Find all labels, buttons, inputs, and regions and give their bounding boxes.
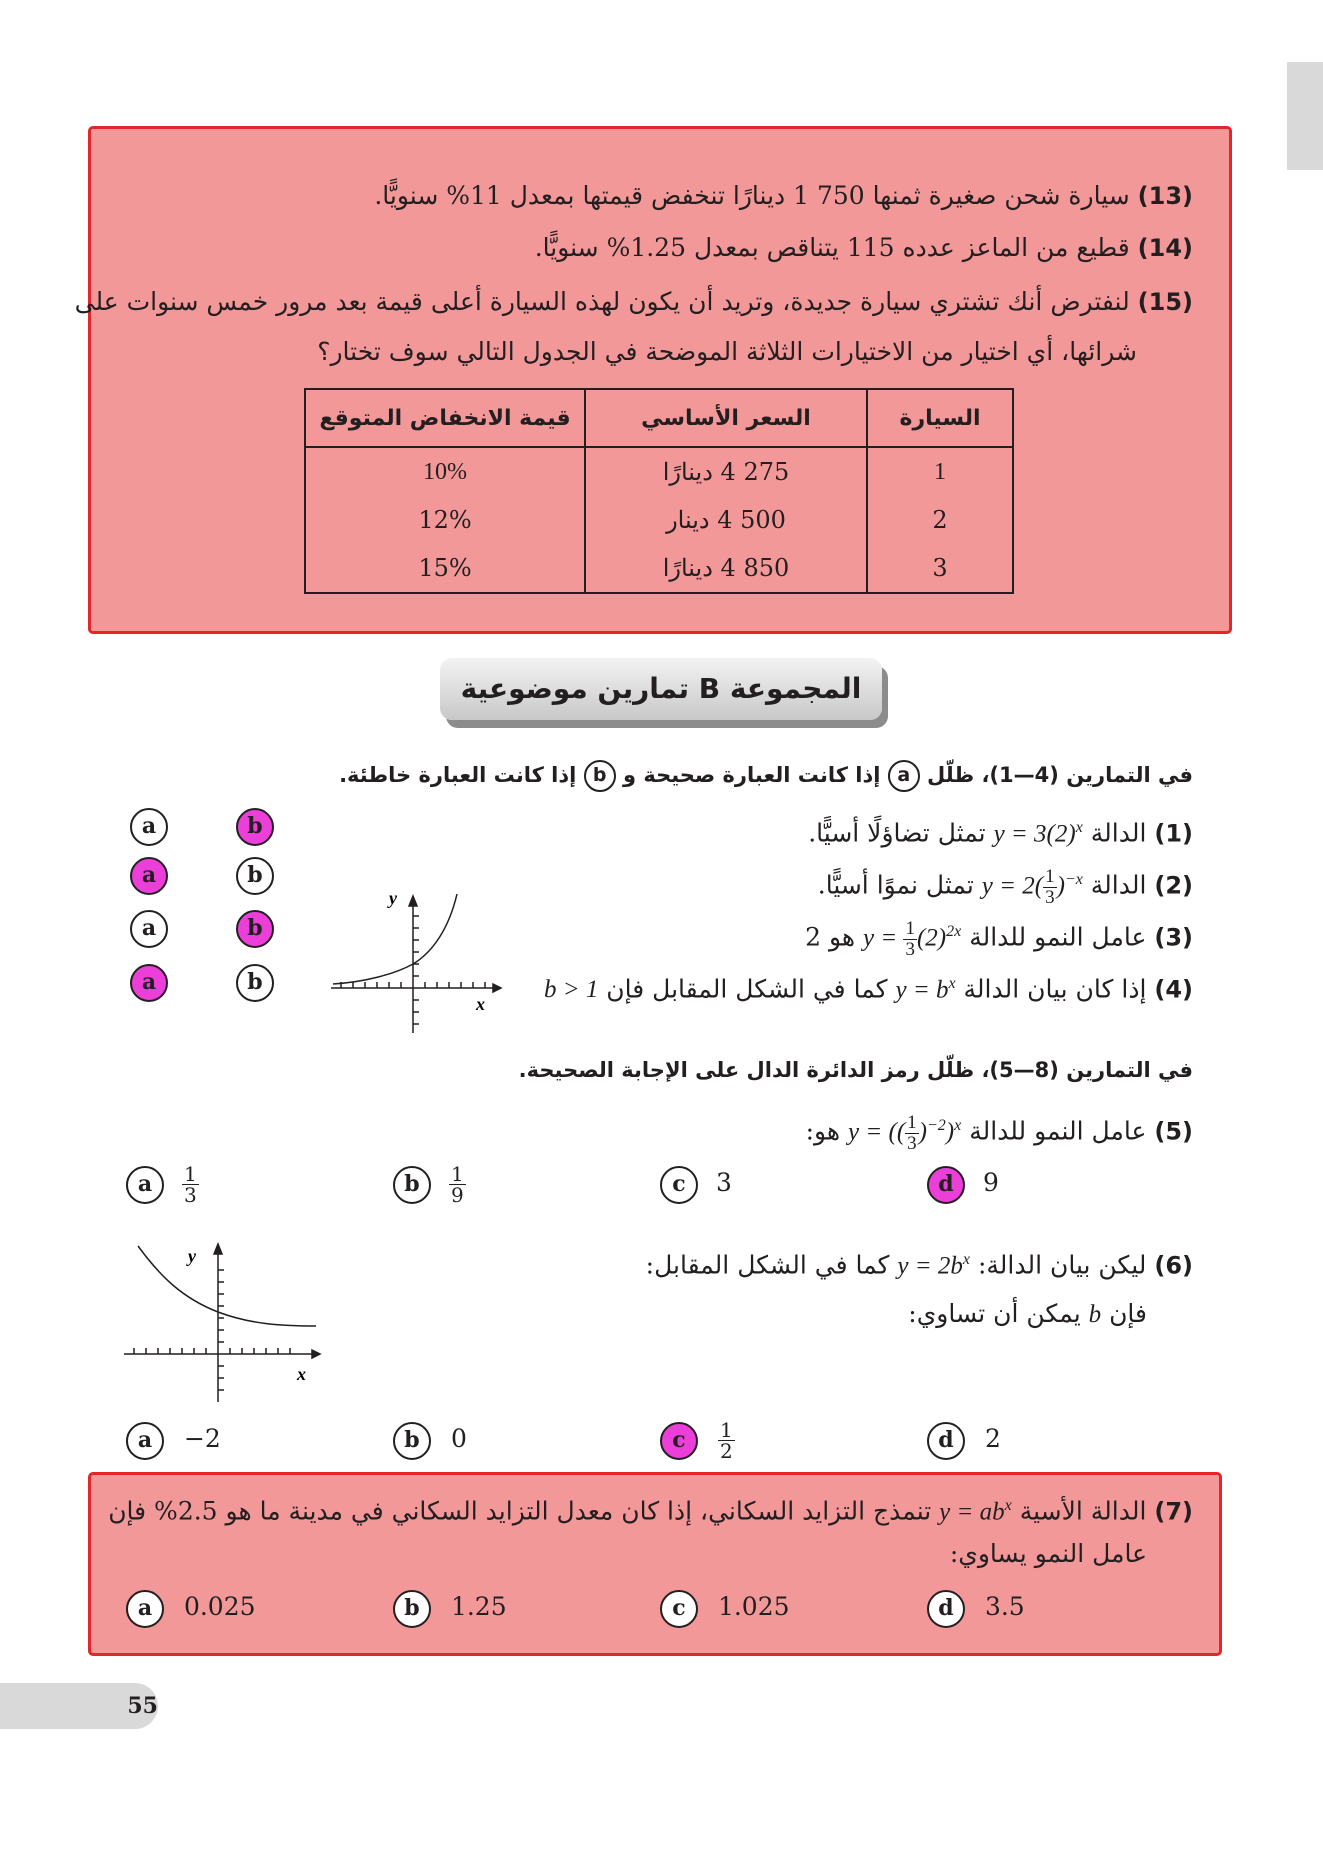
question-number: (13) bbox=[1137, 182, 1193, 210]
fraction-numerator: 1 bbox=[719, 1418, 733, 1442]
q6-option-c bbox=[660, 1420, 735, 1461]
fraction-denominator: 3 bbox=[1045, 887, 1055, 909]
section-banner: المجموعة B تمارين موضوعية bbox=[440, 658, 882, 720]
option-value: −2 bbox=[183, 1424, 221, 1453]
statement-number: (4) bbox=[1154, 975, 1193, 1004]
question-15-line2: شرائها، أي اختيار من الاختيارات الثلاثة الموضحة في الجدول التالي سوف تختار؟ bbox=[317, 337, 1137, 366]
instruction-text: إذا كانت العبارة خاطئة. bbox=[339, 763, 577, 787]
table-row bbox=[305, 496, 1013, 544]
fraction bbox=[718, 1420, 735, 1461]
table-cell: 275 4 دينارًا bbox=[585, 447, 867, 496]
question-text: ليكن بيان الدالة: bbox=[977, 1250, 1147, 1280]
fraction bbox=[182, 1164, 199, 1205]
question-number: (14) bbox=[1137, 234, 1193, 262]
option-value: 0.025 bbox=[183, 1592, 256, 1621]
instruction-text: في التمارين (4—1)، ظلّل bbox=[927, 763, 1193, 787]
q7-option-b bbox=[393, 1588, 507, 1628]
statement-text: كما في الشكل المقابل فإن bbox=[606, 974, 888, 1004]
fraction-numerator: 1 bbox=[907, 1112, 917, 1134]
circle-b-icon: b bbox=[584, 760, 616, 792]
statement-4 bbox=[544, 966, 1193, 1008]
math-expression bbox=[863, 914, 961, 960]
q7-option-c bbox=[660, 1588, 790, 1628]
table-header: السيارة bbox=[867, 389, 1013, 447]
fraction-denominator: 3 bbox=[907, 1133, 917, 1155]
x-axis-arrow-icon bbox=[493, 984, 501, 992]
math-expression bbox=[982, 862, 1083, 908]
math-exponent: x bbox=[1004, 1497, 1012, 1514]
math-exponent: 2x bbox=[946, 923, 962, 940]
question-number: (7) bbox=[1154, 1497, 1193, 1526]
question-text: قطيع من الماعز عدده 115 يتناقص بمعدل 1.25% سنويًّا. bbox=[534, 233, 1130, 262]
cars-table bbox=[304, 388, 1014, 594]
q5-option-b bbox=[393, 1164, 466, 1205]
math-exponent: −x bbox=[1064, 871, 1083, 888]
q5-option-c bbox=[660, 1164, 732, 1204]
question-text: فإن bbox=[1109, 1299, 1147, 1328]
answer-3-a[interactable]: a bbox=[130, 910, 168, 948]
answer-3-b[interactable]: b bbox=[236, 910, 274, 948]
question-5 bbox=[806, 1108, 1193, 1154]
decay-graph bbox=[120, 1236, 325, 1406]
question-number: (5) bbox=[1154, 1117, 1193, 1146]
math-exponent: x bbox=[948, 975, 956, 992]
option-value: 0 bbox=[450, 1424, 467, 1453]
question-13 bbox=[374, 178, 1193, 214]
q7-option-a bbox=[126, 1588, 256, 1628]
answer-1-b[interactable]: b bbox=[236, 808, 274, 846]
q6-option-d bbox=[927, 1420, 1001, 1460]
statement-number: (2) bbox=[1154, 871, 1193, 900]
math-text: ) bbox=[1056, 872, 1065, 900]
question-number: (15) bbox=[1137, 288, 1193, 316]
question-text-line1: لنفترض أنك تشتري سيارة جديدة، وتريد أن يكون لهذه السيارة أعلى قيمة بعد مرور خمس سنوات على bbox=[74, 287, 1130, 316]
table-cell: 3 bbox=[867, 544, 1013, 593]
option-circle[interactable]: b bbox=[393, 1422, 431, 1460]
y-axis-arrow-icon bbox=[409, 896, 417, 906]
option-value: 2 bbox=[984, 1424, 1001, 1453]
table-header-row bbox=[305, 389, 1013, 447]
statement-text: الدالة bbox=[1090, 818, 1147, 848]
option-value: 1.025 bbox=[717, 1592, 790, 1621]
statement-number: (1) bbox=[1154, 819, 1193, 848]
statement-number: (3) bbox=[1154, 923, 1193, 952]
option-value: 3 bbox=[715, 1168, 732, 1197]
statement-text: عامل النمو للدالة bbox=[969, 922, 1147, 952]
math-exponent: x bbox=[954, 1117, 962, 1134]
math-variable: b bbox=[1088, 1301, 1102, 1328]
option-circle[interactable]: c bbox=[660, 1422, 698, 1460]
math-text: y = (( bbox=[848, 1118, 906, 1146]
x-axis-label: x bbox=[297, 1364, 306, 1384]
page-edge-tab bbox=[1287, 62, 1323, 170]
answer-4-a[interactable]: a bbox=[130, 964, 168, 1002]
math-expression bbox=[896, 966, 956, 1008]
question-number: (6) bbox=[1154, 1251, 1193, 1280]
page-number-tab bbox=[0, 1683, 158, 1729]
fraction-numerator: 1 bbox=[905, 918, 915, 940]
page-number: 55 bbox=[127, 1693, 158, 1719]
statement-text: إذا كان بيان الدالة bbox=[963, 974, 1147, 1004]
question-text: سيارة شحن صغيرة ثمنها 750 1 دينارًا تنخفض قيمتها بمعدل 11% سنويًّا. bbox=[374, 181, 1130, 210]
math-text: y = 3(2) bbox=[993, 820, 1076, 848]
fraction-denominator: 3 bbox=[183, 1183, 197, 1207]
math-text: (2) bbox=[916, 924, 947, 952]
math-expression bbox=[994, 810, 1083, 852]
option-circle[interactable]: d bbox=[927, 1166, 965, 1204]
question-7-line2: عامل النمو يساوي: bbox=[949, 1539, 1147, 1568]
fraction bbox=[1043, 867, 1057, 908]
table-cell: 2 bbox=[867, 496, 1013, 544]
q5-option-d bbox=[927, 1164, 999, 1204]
question-text: كما في الشكل المقابل: bbox=[645, 1250, 890, 1280]
math-text: y = 2( bbox=[981, 872, 1044, 900]
math-text: ) bbox=[918, 1118, 927, 1146]
table-row bbox=[305, 544, 1013, 593]
option-value: 1.25 bbox=[450, 1592, 507, 1621]
fraction bbox=[903, 919, 917, 960]
fraction-denominator: 3 bbox=[905, 939, 915, 961]
statement-text: تمثل نموًا أسيًّا. bbox=[817, 870, 974, 900]
x-axis-arrow-icon bbox=[312, 1350, 320, 1358]
option-value: 9 bbox=[982, 1168, 999, 1197]
question-text: يمكن أن تساوي: bbox=[908, 1299, 1081, 1328]
growth-graph bbox=[325, 888, 505, 1038]
question-text: هو: bbox=[805, 1116, 841, 1146]
y-axis-arrow-icon bbox=[214, 1244, 222, 1254]
option-circle[interactable]: a bbox=[126, 1590, 164, 1628]
answer-4-b[interactable]: b bbox=[236, 964, 274, 1002]
math-exponent: x bbox=[1075, 819, 1083, 836]
option-circle[interactable]: c bbox=[660, 1590, 698, 1628]
math-text: y = 2b bbox=[897, 1252, 963, 1280]
math-text: y = bbox=[863, 924, 898, 952]
option-circle[interactable]: b bbox=[393, 1166, 431, 1204]
math-text: y = ab bbox=[939, 1498, 1005, 1526]
statement-3 bbox=[805, 914, 1193, 960]
statement-text: الدالة bbox=[1090, 870, 1147, 900]
table-header: قيمة الانخفاض المتوقع bbox=[305, 389, 585, 447]
option-circle[interactable]: d bbox=[927, 1590, 965, 1628]
answer-1-a[interactable]: a bbox=[130, 808, 168, 846]
fraction-denominator: 2 bbox=[719, 1439, 733, 1463]
option-circle[interactable]: a bbox=[126, 1422, 164, 1460]
question-6 bbox=[646, 1242, 1193, 1284]
fraction-denominator: 9 bbox=[450, 1183, 464, 1207]
table-cell: 12% bbox=[305, 496, 585, 544]
question-14 bbox=[535, 230, 1193, 266]
math-exponent: −2 bbox=[927, 1117, 946, 1134]
table-row bbox=[305, 447, 1013, 496]
section1-instruction bbox=[339, 760, 1193, 792]
math-expression bbox=[848, 1108, 961, 1154]
instruction-text: إذا كانت العبارة صحيحة و bbox=[622, 763, 881, 787]
math-text: ) bbox=[945, 1118, 955, 1146]
y-ticks bbox=[218, 1270, 224, 1390]
fraction bbox=[449, 1164, 466, 1205]
math-exponent: x bbox=[962, 1251, 970, 1268]
circle-a-icon: a bbox=[888, 760, 920, 792]
statement-text: تمثل تضاؤلًا أسيًّا. bbox=[808, 818, 986, 848]
option-circle[interactable]: b bbox=[393, 1590, 431, 1628]
y-ticks bbox=[413, 916, 419, 1024]
statement-text: هو 2 bbox=[805, 922, 856, 952]
q5-option-a bbox=[126, 1164, 199, 1205]
table-cell: 10% bbox=[305, 447, 585, 496]
option-value: 3.5 bbox=[984, 1592, 1025, 1621]
y-axis-label: y bbox=[389, 888, 397, 908]
question-text: تنمذج التزايد السكاني، إذا كان معدل التزايد السكاني في مدينة ما هو 2.5% فإن bbox=[108, 1496, 932, 1526]
statement-1 bbox=[808, 810, 1193, 852]
question-7 bbox=[108, 1488, 1193, 1530]
x-ticks bbox=[134, 1348, 290, 1354]
fraction bbox=[905, 1113, 919, 1154]
question-6-line2 bbox=[908, 1296, 1147, 1333]
y-axis-label: y bbox=[188, 1246, 196, 1266]
table-cell: 850 4 دينارًا bbox=[585, 544, 867, 593]
question-text: الدالة الأسية bbox=[1019, 1496, 1147, 1526]
decay-curve bbox=[138, 1246, 316, 1326]
question-text: عامل النمو للدالة bbox=[969, 1116, 1147, 1146]
question-15 bbox=[75, 284, 1193, 320]
answer-2-b[interactable]: b bbox=[236, 857, 274, 895]
math-expression bbox=[897, 1242, 970, 1284]
option-circle[interactable]: c bbox=[660, 1166, 698, 1204]
q6-option-b bbox=[393, 1420, 467, 1460]
statement-2 bbox=[818, 862, 1193, 908]
table-header: السعر الأساسي bbox=[585, 389, 867, 447]
q7-option-d bbox=[927, 1588, 1025, 1628]
math-expression: b > 1 bbox=[543, 976, 599, 1004]
answer-2-a[interactable]: a bbox=[130, 857, 168, 895]
math-expression bbox=[939, 1488, 1012, 1530]
option-circle[interactable]: a bbox=[126, 1166, 164, 1204]
table-cell: 1 bbox=[867, 447, 1013, 496]
math-text: y = b bbox=[895, 976, 949, 1004]
section2-instruction: في التمارين (8—5)، ظلّل رمز الدائرة الدال على الإجابة الصحيحة. bbox=[518, 1058, 1193, 1082]
fraction-numerator: 1 bbox=[450, 1162, 464, 1186]
table-cell: 500 4 دينار bbox=[585, 496, 867, 544]
fraction-numerator: 1 bbox=[1045, 866, 1055, 888]
table-cell: 15% bbox=[305, 544, 585, 593]
fraction-numerator: 1 bbox=[183, 1162, 197, 1186]
option-circle[interactable]: d bbox=[927, 1422, 965, 1460]
x-axis-label: x bbox=[476, 994, 485, 1014]
q6-option-a bbox=[126, 1420, 221, 1460]
